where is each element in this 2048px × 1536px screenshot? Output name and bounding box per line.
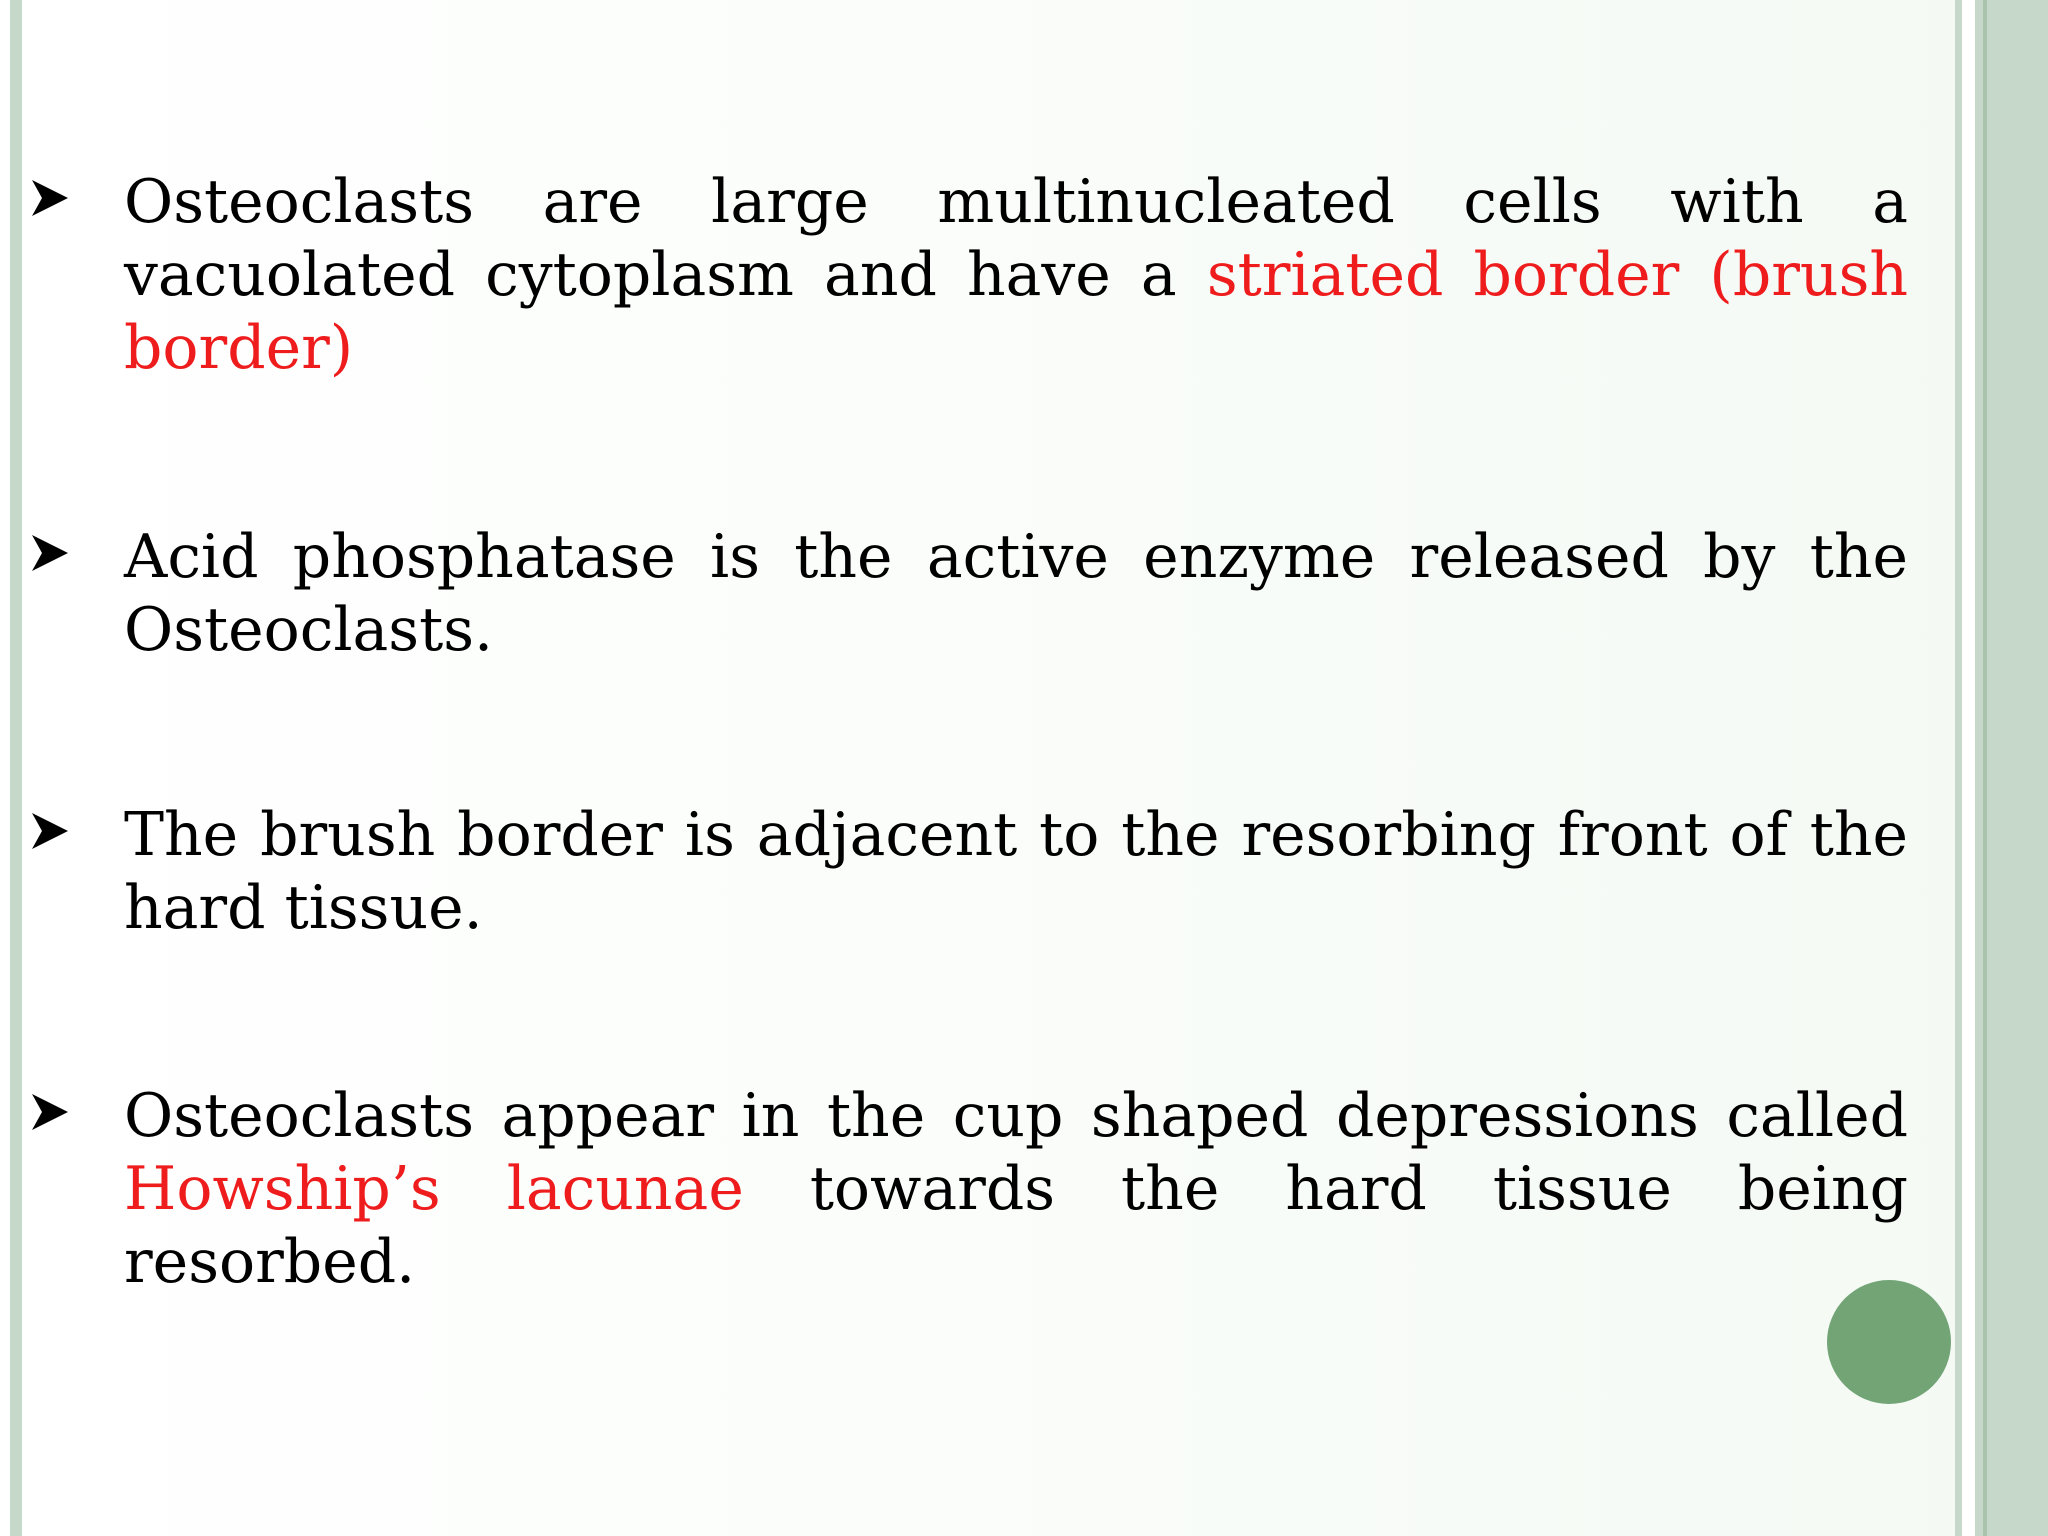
bullet-text-plain: Osteoclasts are large multinucleated cells with a vacuolated cytoplasm and have a <box>124 167 1908 310</box>
bullet-text-highlight: Howship’s lacunae <box>124 1154 744 1224</box>
arrowhead-bullet-icon <box>28 809 72 853</box>
left-border-bar <box>10 0 22 1536</box>
bullet-text-plain: towards the hard tissue being resorbed. <box>124 1154 1908 1297</box>
bullet-text <box>124 1080 1908 1299</box>
bullet-text <box>124 521 1908 667</box>
right-border-band <box>1975 0 1983 1536</box>
bullet-text-plain: The brush border is adjacent to the resorbing front of the hard tissue. <box>124 800 1908 943</box>
bullet-text-plain: Acid phosphatase is the active enzyme released by the Osteoclasts. <box>124 522 1908 665</box>
arrowhead-bullet-icon <box>28 176 72 220</box>
right-border-band <box>1987 0 2048 1536</box>
bullet-text-plain: Osteoclasts appear in the cup shaped depressions called <box>124 1081 1908 1151</box>
bullet-text <box>124 166 1908 385</box>
green-circle-icon <box>1827 1280 1951 1404</box>
arrowhead-bullet-icon <box>28 531 72 575</box>
bullet-text-highlight: striated border (brush border) <box>124 240 1908 383</box>
right-border-band <box>1955 0 1962 1536</box>
right-border-gap <box>1962 0 1975 1536</box>
arrowhead-bullet-icon <box>28 1090 72 1134</box>
bullet-text <box>124 799 1908 945</box>
